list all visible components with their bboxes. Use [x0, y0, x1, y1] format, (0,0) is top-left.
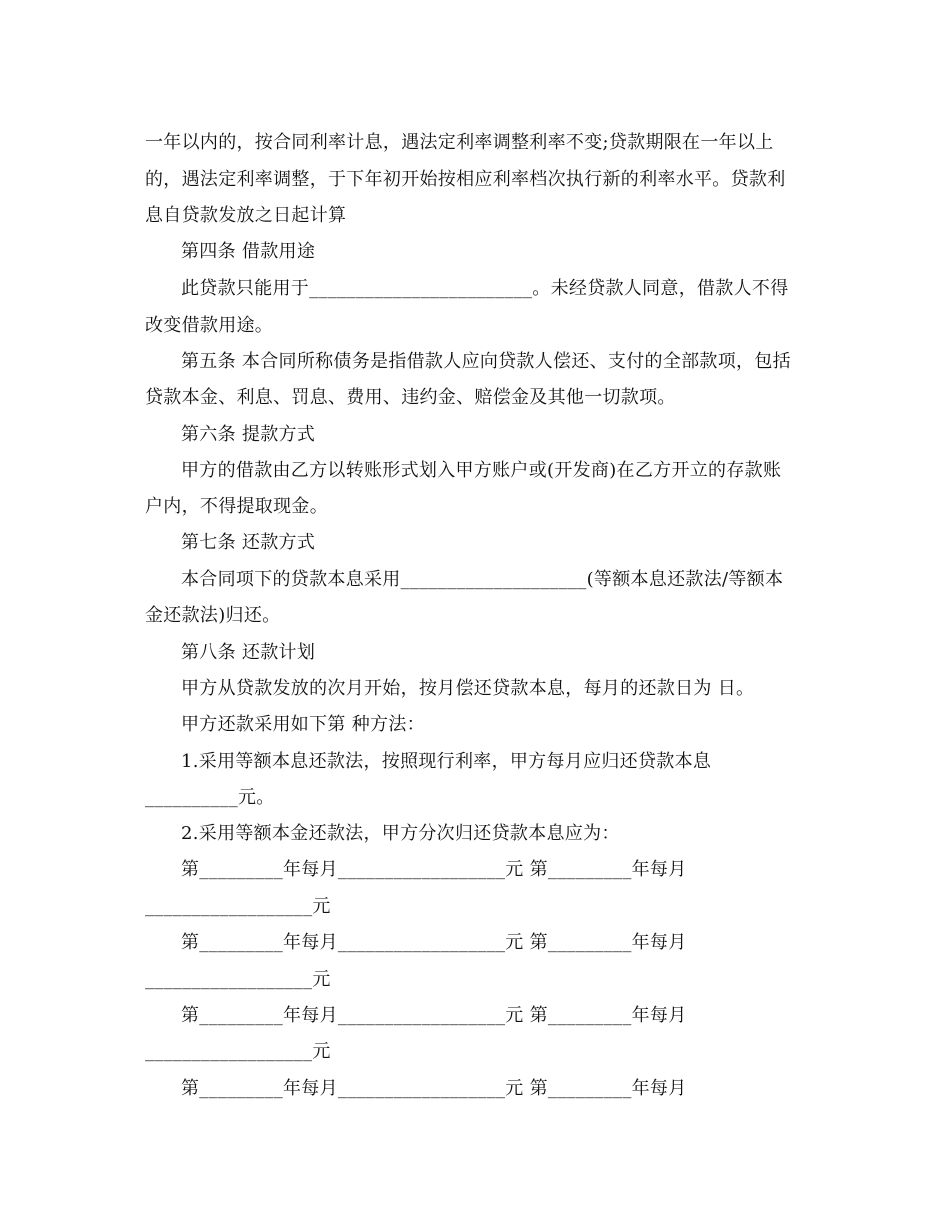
article-heading: 第四条 借款用途	[181, 241, 316, 262]
text-line: 2.采用等额本金还款法，甲方分次归还贷款本息应为：	[181, 823, 620, 844]
article-heading: 第八条 还款计划	[181, 642, 316, 663]
text-line: __________________元	[145, 969, 331, 990]
text-line: 一年以内的，按合同利率计息，遇法定利率调整利率不变;贷款期限在一年以上	[145, 132, 774, 153]
text-line: 户内，不得提取现金。	[145, 496, 328, 517]
text-line: 甲方的借款由乙方以转账形式划入甲方账户或(开发商)在乙方开立的存款账	[181, 460, 782, 481]
text-line: 1.采用等额本息还款法，按照现行利率，甲方每月应归还贷款本息	[181, 751, 712, 772]
text-line: 甲方还款采用如下第 种方法：	[181, 714, 425, 735]
text-line: 第_________年每月__________________元 第_________年每月	[181, 1078, 687, 1099]
text-line: 第_________年每月__________________元 第_________年每月	[181, 1005, 687, 1026]
text-line: 改变借款用途。	[145, 315, 274, 336]
text-line: 第五条 本合同所称债务是指借款人应向贷款人偿还、支付的全部款项，包括	[181, 351, 791, 372]
article-heading: 第七条 还款方式	[181, 532, 316, 553]
text-line: 息自贷款发放之日起计算	[145, 205, 347, 226]
text-line: __________________元	[145, 896, 331, 917]
text-line: __________________元	[145, 1041, 331, 1062]
text-line: 此贷款只能用于________________________。未经贷款人同意，借款人不得	[181, 278, 789, 299]
text-line: 第_________年每月__________________元 第_________年每月	[181, 932, 687, 953]
text-line: 本合同项下的贷款本息采用____________________(等额本息还款法/等额本	[181, 569, 784, 590]
article-heading: 第六条 提款方式	[181, 424, 316, 445]
text-line: 第_________年每月__________________元 第_________年每月	[181, 859, 687, 880]
text-line: __________元。	[145, 787, 275, 808]
text-line: 甲方从贷款发放的次月开始，按月偿还贷款本息，每月的还款日为 日。	[181, 678, 755, 699]
text-line: 金还款法)归还。	[145, 605, 281, 626]
text-line: 的，遇法定利率调整，于下年初开始按相应利率档次执行新的利率水平。贷款利	[145, 169, 786, 190]
text-line: 贷款本金、利息、罚息、费用、违约金、赔偿金及其他一切款项。	[145, 387, 676, 408]
